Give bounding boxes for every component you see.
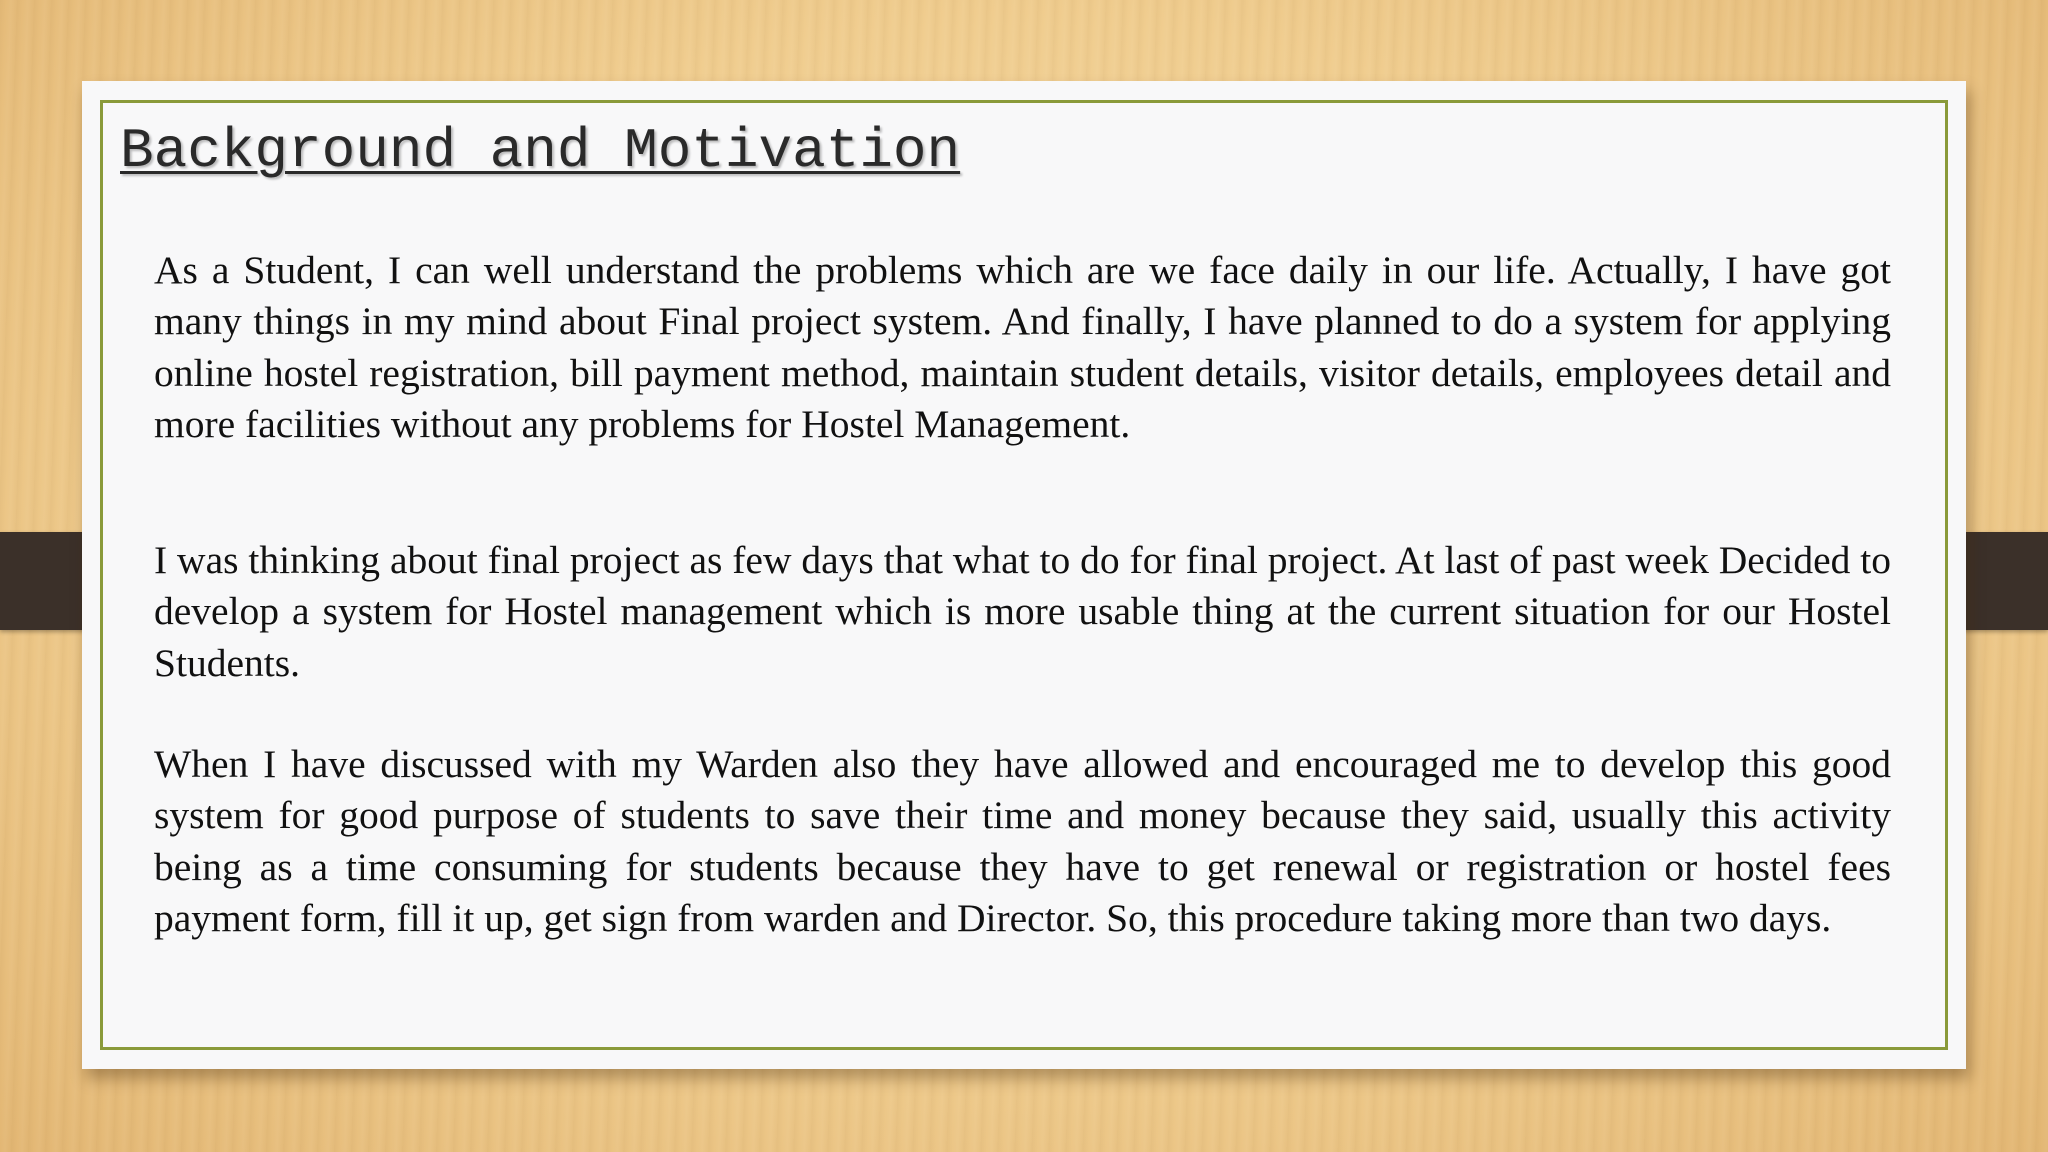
paragraph-2: I was thinking about final project as few days that what to do for final project. At last of past week Decided to develop a system for Hostel management which is more usable thing at the current situation for our Hostel Students. — [154, 538, 1891, 685]
paragraph-3: When I have discussed with my Warden also they have allowed and encouraged me to develop this good system for good purpose of students to save their time and money because they said, usually this activity being as a time consuming for students because they have to get renewal or registration or hostel fees payment form, fill it up, get sign from warden and Director. So, this procedure taking more than two days. — [154, 742, 1891, 940]
slide-title: Background and Motivation — [120, 119, 961, 183]
paragraph-1: As a Student, I can well understand the problems which are we face daily in our life. Actually, I have got many things in my mind about Final project system. And finally, I have planned to do a system for applying online hostel registration, bill payment method, maintain student details, visitor details, employees detail and more facilities without any problems for Hostel Management. — [154, 248, 1891, 446]
slide-card — [82, 81, 1966, 1069]
